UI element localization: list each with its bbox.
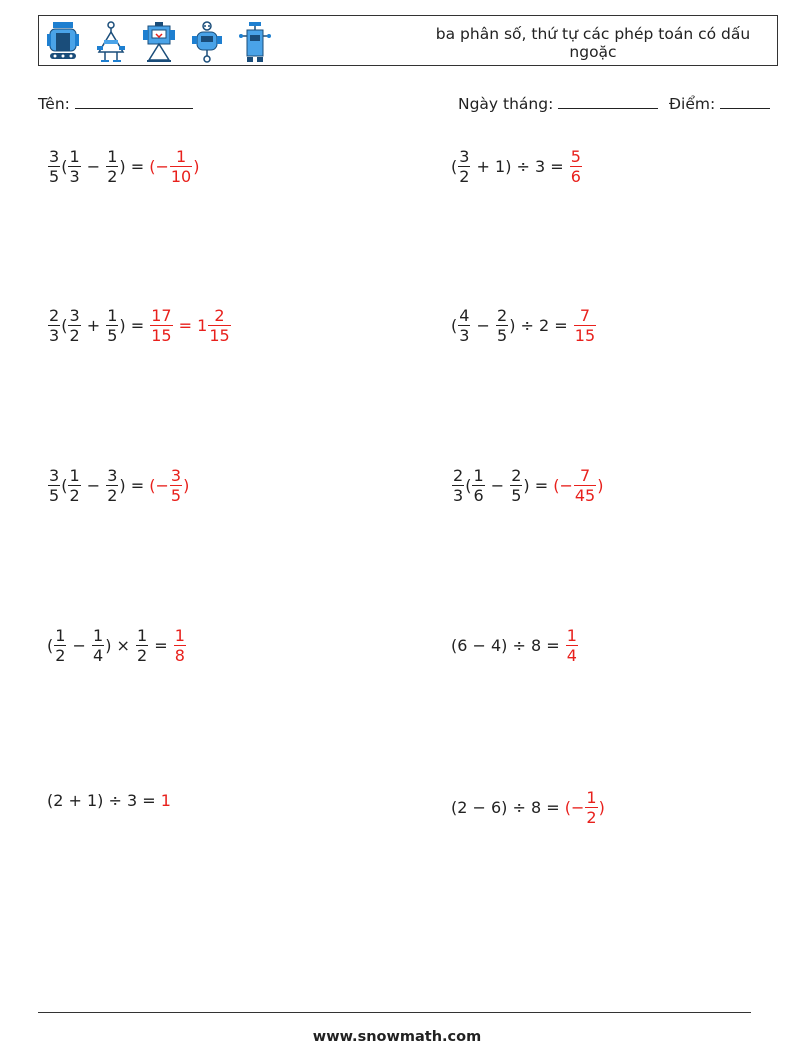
denominator: 4 bbox=[566, 646, 577, 665]
name-label: Tên: bbox=[38, 95, 70, 113]
expression-text: (− bbox=[553, 476, 573, 495]
answer-fraction bbox=[150, 307, 172, 344]
denominator: 6 bbox=[473, 486, 484, 505]
name-blank[interactable] bbox=[75, 94, 193, 109]
score-blank[interactable] bbox=[720, 94, 770, 109]
fraction bbox=[458, 148, 470, 185]
answer-mixed-fraction bbox=[208, 307, 230, 344]
fraction bbox=[452, 467, 464, 504]
date-field bbox=[458, 94, 658, 113]
numerator: 3 bbox=[49, 466, 60, 485]
expression-text: ) bbox=[119, 476, 126, 495]
denominator: 3 bbox=[459, 326, 470, 345]
expression-text: (2 − 6) ÷ 8 = bbox=[451, 798, 565, 817]
expression-text: = bbox=[149, 636, 173, 655]
numerator: 2 bbox=[214, 306, 225, 325]
expression-text: ( bbox=[451, 316, 458, 335]
numerator: 1 bbox=[55, 626, 66, 645]
problem-6 bbox=[451, 467, 603, 504]
answer-fraction bbox=[170, 467, 182, 504]
fraction bbox=[48, 307, 60, 344]
worksheet-title: ba phân số, thứ tự các phép toán có dấu ngoặc bbox=[435, 25, 751, 61]
answer-fraction bbox=[566, 627, 578, 664]
expression-text: − bbox=[81, 476, 106, 495]
expression-text: ( bbox=[61, 157, 68, 176]
denominator: 5 bbox=[49, 486, 60, 505]
denominator: 5 bbox=[170, 486, 182, 505]
fraction bbox=[48, 467, 60, 504]
problem-2 bbox=[451, 148, 583, 185]
numerator: 1 bbox=[93, 626, 104, 645]
answer-fraction bbox=[170, 148, 192, 185]
fraction bbox=[92, 627, 104, 664]
expression-text: (6 − 4) ÷ 8 = bbox=[451, 636, 565, 655]
expression-text: − bbox=[67, 636, 92, 655]
problem-3 bbox=[47, 307, 232, 344]
expression-text: − bbox=[471, 316, 496, 335]
problem-8 bbox=[451, 627, 579, 664]
denominator: 2 bbox=[107, 486, 118, 505]
numerator: 1 bbox=[175, 147, 187, 166]
denominator: 45 bbox=[574, 486, 596, 505]
answer-fraction bbox=[574, 467, 596, 504]
fraction bbox=[68, 467, 80, 504]
numerator: 1 bbox=[586, 788, 597, 807]
score-field bbox=[669, 94, 770, 113]
expression-text: = bbox=[529, 476, 554, 495]
fraction bbox=[54, 627, 66, 664]
denominator: 5 bbox=[107, 326, 118, 345]
fraction bbox=[48, 148, 60, 185]
numerator: 2 bbox=[453, 466, 464, 485]
fraction bbox=[106, 467, 118, 504]
denominator: 15 bbox=[574, 326, 596, 345]
robot-icon bbox=[93, 20, 129, 64]
denominator: 8 bbox=[174, 646, 185, 665]
date-blank[interactable] bbox=[558, 94, 658, 109]
numerator: 3 bbox=[49, 147, 60, 166]
denominator: 5 bbox=[497, 326, 508, 345]
denominator: 15 bbox=[209, 326, 230, 345]
robot-icon bbox=[189, 20, 225, 64]
denominator: 2 bbox=[55, 646, 66, 665]
fraction bbox=[68, 148, 80, 185]
expression-text: ) × bbox=[105, 636, 136, 655]
expression-text: + 1) ÷ 3 = bbox=[471, 157, 569, 176]
footer-divider bbox=[38, 1012, 751, 1013]
denominator: 4 bbox=[93, 646, 104, 665]
numerator: 1 bbox=[69, 147, 80, 166]
numerator: 5 bbox=[570, 147, 581, 166]
fraction bbox=[136, 627, 148, 664]
fraction bbox=[472, 467, 484, 504]
expression-text: ) bbox=[597, 476, 604, 495]
answer-fraction bbox=[570, 148, 582, 185]
fraction bbox=[510, 467, 522, 504]
problem-7 bbox=[47, 627, 187, 664]
expression-text: (− bbox=[564, 798, 585, 817]
expression-text: + bbox=[81, 316, 106, 335]
expression-text: ) bbox=[119, 316, 126, 335]
problem-10 bbox=[451, 789, 605, 826]
expression-text: (− bbox=[149, 476, 169, 495]
footer-url[interactable]: www.snowmath.com bbox=[312, 1029, 482, 1045]
denominator: 10 bbox=[170, 167, 192, 186]
answer: 1 bbox=[160, 791, 171, 810]
denominator: 5 bbox=[511, 486, 522, 505]
expression-text: ( bbox=[61, 316, 68, 335]
expression-text: ) bbox=[523, 476, 530, 495]
expression-text: = 1 bbox=[173, 316, 208, 335]
numerator: 1 bbox=[107, 306, 118, 325]
numerator: 7 bbox=[579, 466, 591, 485]
numerator: 17 bbox=[151, 306, 172, 325]
numerator: 4 bbox=[459, 306, 470, 325]
robot-icon bbox=[141, 20, 177, 64]
numerator: 1 bbox=[473, 466, 484, 485]
denominator: 3 bbox=[69, 167, 80, 186]
date-label: Ngày tháng: bbox=[458, 95, 554, 113]
numerator: 1 bbox=[137, 626, 148, 645]
numerator: 3 bbox=[170, 466, 182, 485]
answer-fraction bbox=[574, 307, 596, 344]
robot-icon bbox=[237, 20, 273, 64]
answer-fraction bbox=[585, 789, 597, 826]
numerator: 2 bbox=[497, 306, 508, 325]
denominator: 5 bbox=[49, 167, 60, 186]
expression-text: ( bbox=[61, 476, 68, 495]
numerator: 3 bbox=[107, 466, 118, 485]
expression-text: (2 + 1) ÷ 3 = bbox=[47, 791, 161, 810]
expression-text: ( bbox=[465, 476, 472, 495]
answer: (− bbox=[149, 157, 169, 176]
expression-text: ) bbox=[193, 157, 200, 176]
expression-text: ) ÷ 2 = bbox=[509, 316, 573, 335]
expression-text: − bbox=[485, 476, 510, 495]
numerator: 1 bbox=[69, 466, 80, 485]
name-field bbox=[38, 94, 193, 113]
problem-1 bbox=[47, 148, 199, 185]
fraction bbox=[496, 307, 508, 344]
expression-text: ( bbox=[47, 636, 54, 655]
numerator: 2 bbox=[49, 306, 60, 325]
denominator: 2 bbox=[137, 646, 148, 665]
expression-text: − bbox=[81, 157, 106, 176]
fraction bbox=[106, 148, 118, 185]
fraction bbox=[106, 307, 118, 344]
expression-text: ( bbox=[451, 157, 458, 176]
fraction bbox=[68, 307, 80, 344]
denominator: 2 bbox=[586, 808, 597, 827]
denominator: 3 bbox=[453, 486, 464, 505]
expression-text: ) bbox=[119, 157, 126, 176]
robot-icons bbox=[45, 20, 273, 64]
denominator: 3 bbox=[49, 326, 60, 345]
denominator: 15 bbox=[151, 326, 172, 345]
numerator: 1 bbox=[174, 626, 185, 645]
numerator: 1 bbox=[107, 147, 118, 166]
expression-text: = bbox=[125, 316, 150, 335]
numerator: 3 bbox=[69, 306, 80, 325]
answer-fraction bbox=[174, 627, 186, 664]
denominator: 2 bbox=[459, 167, 470, 186]
expression-text: = bbox=[125, 157, 150, 176]
denominator: 2 bbox=[69, 326, 80, 345]
numerator: 3 bbox=[459, 147, 470, 166]
numerator: 1 bbox=[566, 626, 577, 645]
numerator: 2 bbox=[511, 466, 522, 485]
problem-4 bbox=[451, 307, 597, 344]
score-label: Điểm: bbox=[669, 95, 716, 113]
denominator: 2 bbox=[69, 486, 80, 505]
denominator: 2 bbox=[107, 167, 118, 186]
denominator: 6 bbox=[570, 167, 581, 186]
robot-icon bbox=[45, 20, 81, 64]
problem-5 bbox=[47, 467, 189, 504]
expression-text: ) bbox=[183, 476, 190, 495]
problem-9 bbox=[47, 791, 171, 810]
expression-text: ) bbox=[598, 798, 605, 817]
numerator: 7 bbox=[579, 306, 591, 325]
header-box bbox=[38, 15, 778, 66]
fraction bbox=[458, 307, 470, 344]
expression-text: = bbox=[125, 476, 150, 495]
